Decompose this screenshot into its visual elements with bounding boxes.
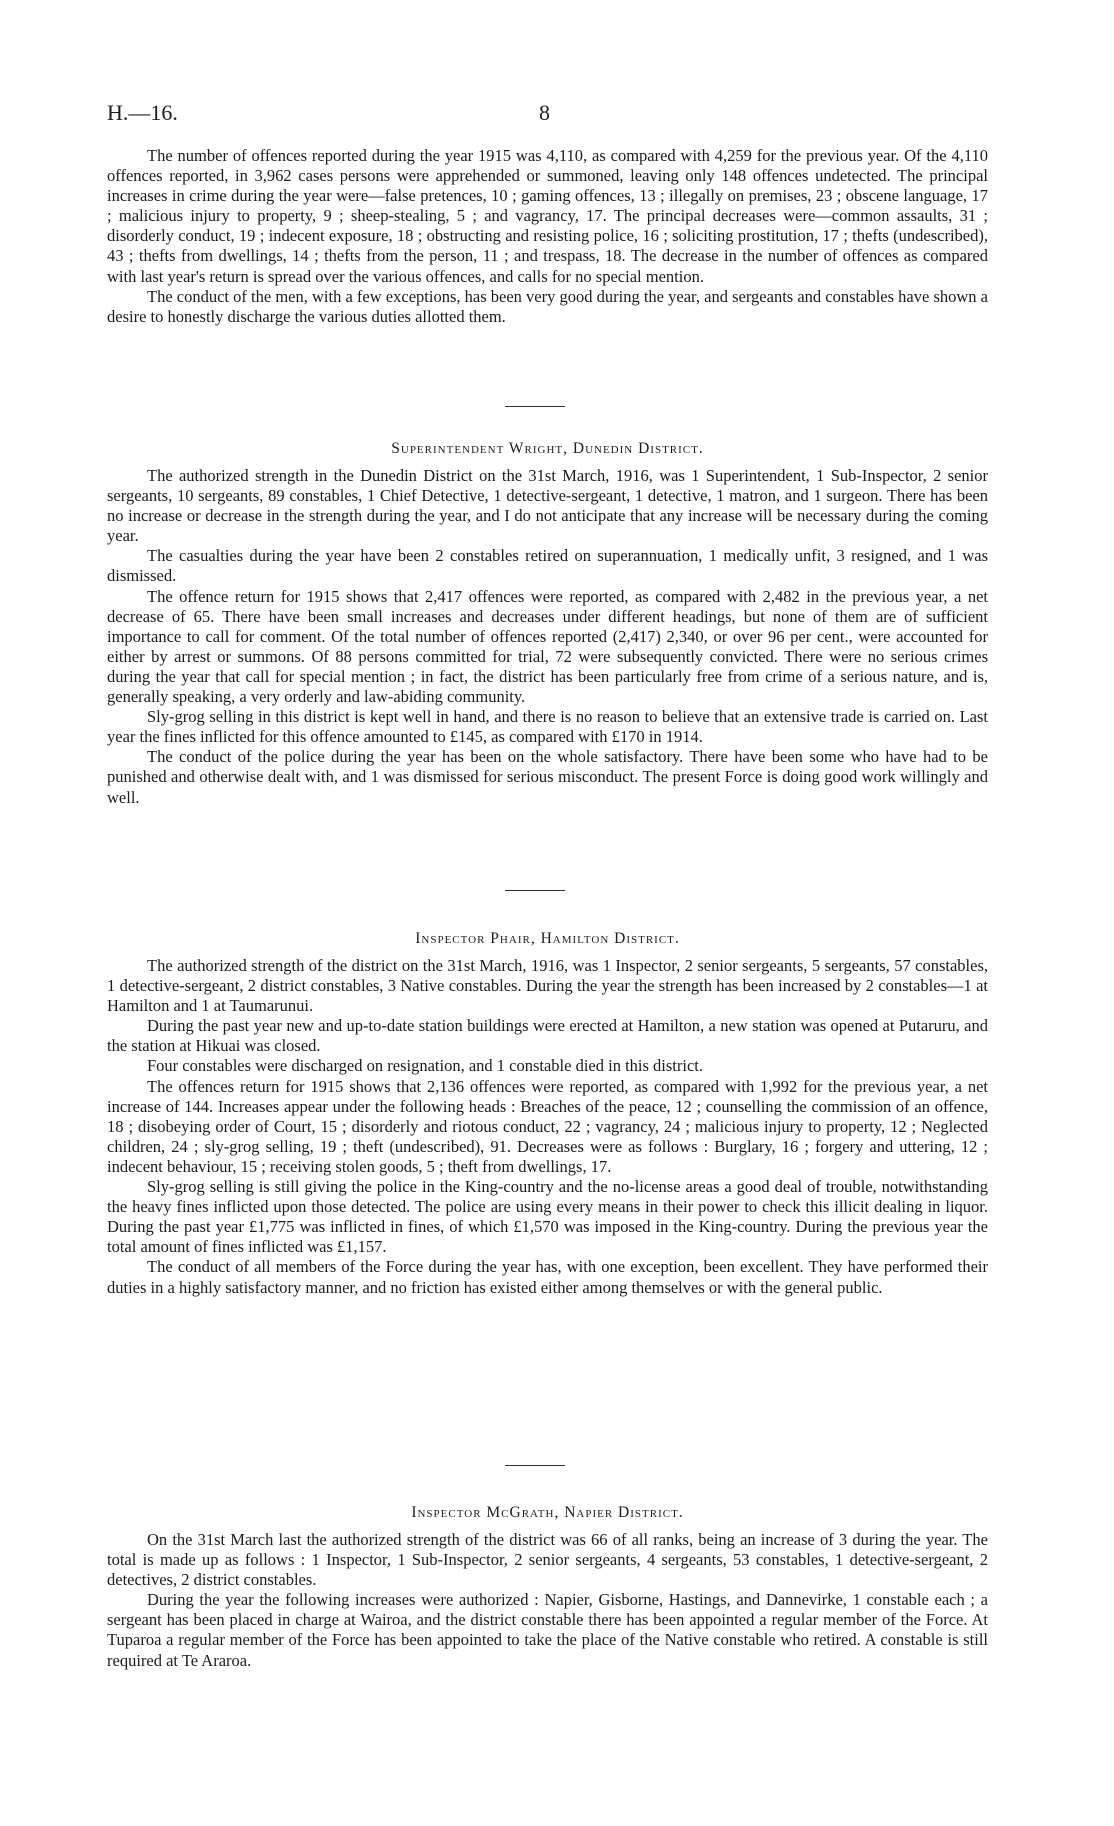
- paragraph: The offences return for 1915 shows that 2,136 offences were reported, as compared with 1,992 for the previous year, a net increase of 144. Increases appear under the following heads : Breaches of the peace, 12 ; counselling the commission of an offence, 18 ; disobeying order of Court, 15 ; disorderly and riotous conduct, 22 ; vagrancy, 24 ; malicious injury to property, 12 ; Neglected children, 24 ; sly-grog selling, 19 ; theft (undescribed), 91. Decreases were as follows : Burglary, 16 ; forgery and uttering, 12 ; indecent behaviour, 15 ; receiving stolen goods, 5 ; theft from dwellings, 17.: [107, 1076, 988, 1176]
- section-napier: [107, 1504, 988, 1522]
- paragraph: Four constables were discharged on resignation, and 1 constable died in this district.: [147, 1056, 703, 1076]
- section-dunedin: [107, 440, 988, 458]
- section-divider: [505, 890, 565, 891]
- section-divider: [505, 406, 565, 407]
- page-header: [107, 100, 987, 130]
- section-hamilton-body: [107, 956, 988, 1298]
- paragraph: The conduct of all members of the Force during the year has, with one exception, been excellent. They have performed their duties in a highly satisfactory manner, and no friction has existed either among themselves or with the general public.: [107, 1257, 988, 1297]
- paragraph: The authorized strength of the district on the 31st March, 1916, was 1 Inspector, 2 senior sergeants, 5 sergeants, 57 constables, 1 detective-sergeant, 2 district constables, 3 Native constables. During the year the strength has been increased by 2 constables—1 at Hamilton and 1 at Taumarunui.: [107, 956, 988, 1016]
- paragraph: The offence return for 1915 shows that 2,417 offences were reported, as compared with 2,482 in the previous year, a net decrease of 65. There have been small increases and decreases under different headings, but none of them are of sufficient importance to call for comment. Of the total number of offences reported (2,417) 2,340, or over 96 per cent., were accounted for either by arrest or summons. Of 88 persons committed for trial, 72 were subsequently convicted. There were no serious crimes during the year that call for special mention ; in fact, the district has been particularly free from crime of a serious nature, and is, generally speaking, a very orderly and law-abiding community.: [107, 586, 988, 707]
- paragraph: During the past year new and up-to-date station buildings were erected at Hamilton, a new station was opened at Putaruru, and the station at Hikuai was closed.: [107, 1016, 988, 1056]
- section-dunedin-body: [107, 466, 988, 808]
- paragraph: Sly-grog selling in this district is kept well in hand, and there is no reason to believe that an extensive trade is carried on. Last year the fines inflicted for this offence amounted to £145, as compared with £170 in 1914.: [107, 707, 988, 747]
- section-hamilton: [107, 930, 988, 948]
- section-heading: Inspector McGrath, Napier District.: [411, 1504, 684, 1521]
- section-napier-body: [107, 1530, 988, 1671]
- paragraph: The number of offences reported during the year 1915 was 4,110, as compared with 4,259 for the previous year. Of the 4,110 offences reported, in 3,962 cases persons were apprehended or summoned, leaving only 148 offences undetected. The principal increases in crime during the year were—false pretences, 10 ; gaming offences, 13 ; illegally on premises, 23 ; obscene language, 17 ; malicious injury to property, 9 ; sheep-stealing, 5 ; and vagrancy, 17. The principal decreases were—common assaults, 31 ; disorderly conduct, 19 ; indecent exposure, 18 ; obstructing and resisting police, 16 ; soliciting prostitution, 17 ; thefts (undescribed), 43 ; thefts from dwellings, 14 ; thefts from the person, 11 ; and trespass, 18. The decrease in the number of offences as compared with last year's return is spread over the various offences, and calls for no special mention.: [107, 146, 988, 286]
- section-heading: Inspector Phair, Hamilton District.: [415, 930, 680, 947]
- section-divider: [505, 1465, 565, 1466]
- paragraph: The conduct of the men, with a few exceptions, has been very good during the year, and sergeants and constables have shown a desire to honestly discharge the various duties allotted them.: [107, 286, 988, 326]
- page-number: 8: [539, 100, 550, 125]
- document-code: H.—16.: [107, 100, 178, 125]
- intro-block: [107, 146, 988, 327]
- paragraph: The casualties during the year have been 2 constables retired on superannuation, 1 medically unfit, 3 resigned, and 1 was dismissed.: [107, 546, 988, 586]
- paragraph: The conduct of the police during the year has been on the whole satisfactory. There have been some who have had to be punished and otherwise dealt with, and 1 was dismissed for serious misconduct. The present Force is doing good work willingly and well.: [107, 747, 988, 807]
- paragraph: During the year the following increases were authorized : Napier, Gisborne, Hastings, and Dannevirke, 1 constable each ; a sergeant has been placed in charge at Wairoa, and the district constable there has been appointed a regular member of the Force. At Tuparoa a regular member of the Force has been appointed to take the place of the Native constable who retired. A constable is still required at Te Araroa.: [107, 1590, 988, 1670]
- paragraph: The authorized strength in the Dunedin District on the 31st March, 1916, was 1 Superintendent, 1 Sub-Inspector, 2 senior sergeants, 10 sergeants, 89 constables, 1 Chief Detective, 1 detective-sergeant, 1 detective, 1 matron, and 1 surgeon. There has been no increase or decrease in the strength during the year, and I do not anticipate that any increase will be necessary during the coming year.: [107, 466, 988, 546]
- paragraph: Sly-grog selling is still giving the police in the King-country and the no-license areas a good deal of trouble, notwithstanding the heavy fines inflicted upon those detected. The police are using every means in their power to check this illicit dealing in liquor. During the past year £1,775 was inflicted in fines, of which £1,570 was imposed in the King-country. During the previous year the total amount of fines inflicted was £1,157.: [107, 1177, 988, 1257]
- paragraph: On the 31st March last the authorized strength of the district was 66 of all ranks, being an increase of 3 during the year. The total is made up as follows : 1 Inspector, 1 Sub-Inspector, 2 senior sergeants, 4 sergeants, 53 constables, 1 detective-sergeant, 2 detectives, 2 district constables.: [107, 1530, 988, 1590]
- section-heading: Superintendent Wright, Dunedin District.: [391, 440, 704, 457]
